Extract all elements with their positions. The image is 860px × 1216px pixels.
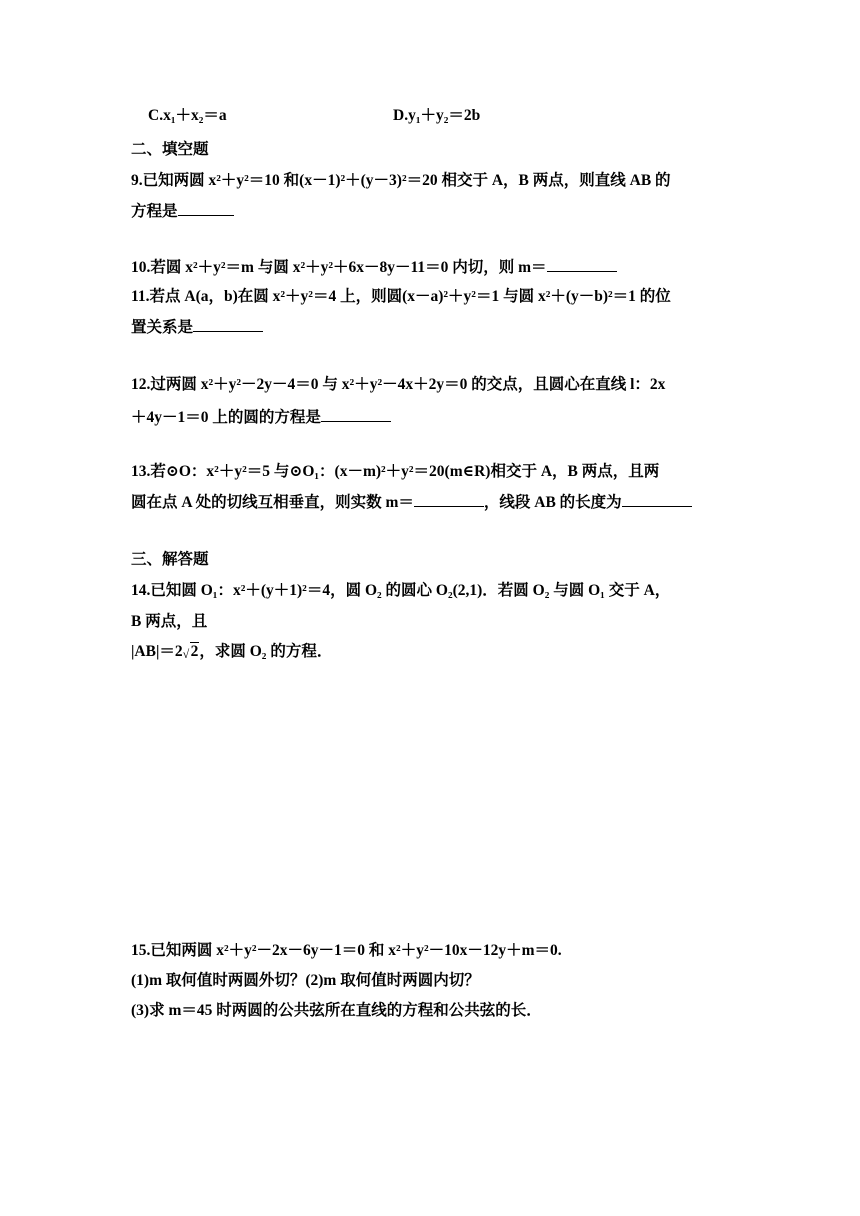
question-15-line-2: (1)m 取何值时两圆外切？(2)m 取何值时两圆内切？ xyxy=(131,972,480,989)
question-9-text: 方程是 xyxy=(131,203,178,220)
question-14-text-a: |AB|＝2 xyxy=(131,643,183,660)
answer-blank[interactable] xyxy=(321,407,391,422)
question-12-line-2 xyxy=(131,407,391,429)
question-14-line-3 xyxy=(131,641,332,663)
section-title-fill-in: 二、填空题 xyxy=(131,141,209,158)
option-c: C.x₁＋x₂＝a xyxy=(148,107,227,124)
question-13-line-1: 13.若⊙O：x²＋y²＝5 与⊙O₁：(x－m)²＋y²＝20(m∈R)相交于 A，B 两点，且两 xyxy=(131,463,660,480)
question-11-line-2 xyxy=(131,317,263,339)
question-13-text-b: ，线段 AB 的长度为 xyxy=(483,494,622,511)
question-14-line-2: B 两点，且 xyxy=(131,613,208,630)
question-12-text: ＋4y－1＝0 上的圆的方程是 xyxy=(131,409,321,426)
section-title-solutions: 三、解答题 xyxy=(131,551,209,568)
question-14-line-1: 14.已知圆 O₁：x²＋(y＋1)²＝4，圆 O₂ 的圆心 O₂(2,1)．若圆 O₂ 与圆 O₁ 交于 A， xyxy=(131,582,671,599)
question-10-line-1 xyxy=(131,257,617,279)
question-11-text: 置关系是 xyxy=(131,319,194,336)
question-11-line-1: 11.若点 A(a，b)在圆 x²＋y²＝4 上，则圆(x－a)²＋y²＝1 与圆 x²＋(y－b)²＝1 的位 xyxy=(131,288,671,305)
answer-blank[interactable] xyxy=(178,201,234,216)
question-9-line-2 xyxy=(131,201,234,223)
answer-blank-ab-length[interactable] xyxy=(622,492,692,507)
question-13-line-2 xyxy=(131,492,692,514)
question-9-line-1: 9.已知两圆 x²＋y²＝10 和(x－1)²＋(y－3)²＝20 相交于 A，B 两点，则直线 AB 的 xyxy=(131,172,671,189)
question-15-line-3: (3)求 m＝45 时两圆的公共弦所在直线的方程和公共弦的长． xyxy=(131,1002,542,1019)
question-13-text-a: 圆在点 A 处的切线互相垂直，则实数 m＝ xyxy=(131,494,414,511)
option-d: D.y₁＋y₂＝2b xyxy=(393,107,481,124)
answer-blank[interactable] xyxy=(193,317,263,332)
square-root-radicand: 2 xyxy=(190,643,199,660)
answer-blank[interactable] xyxy=(547,257,617,272)
question-15-line-1: 15.已知两圆 x²＋y²－2x－6y－1＝0 和 x²＋y²－10x－12y＋m＝0. xyxy=(131,942,562,959)
question-12-line-1: 12.过两圆 x²＋y²－2y－4＝0 与 x²＋y²－4x＋2y＝0 的交点，且圆心在直线 l：2x xyxy=(131,376,666,393)
question-14-text-b: ，求圆 O₂ 的方程． xyxy=(199,643,333,660)
question-10-text: 10.若圆 x²＋y²＝m 与圆 x²＋y²＋6x－8y－11＝0 内切，则 m＝ xyxy=(131,259,547,276)
square-root: √ 2 xyxy=(182,643,199,661)
answer-blank-m[interactable] xyxy=(414,492,484,507)
